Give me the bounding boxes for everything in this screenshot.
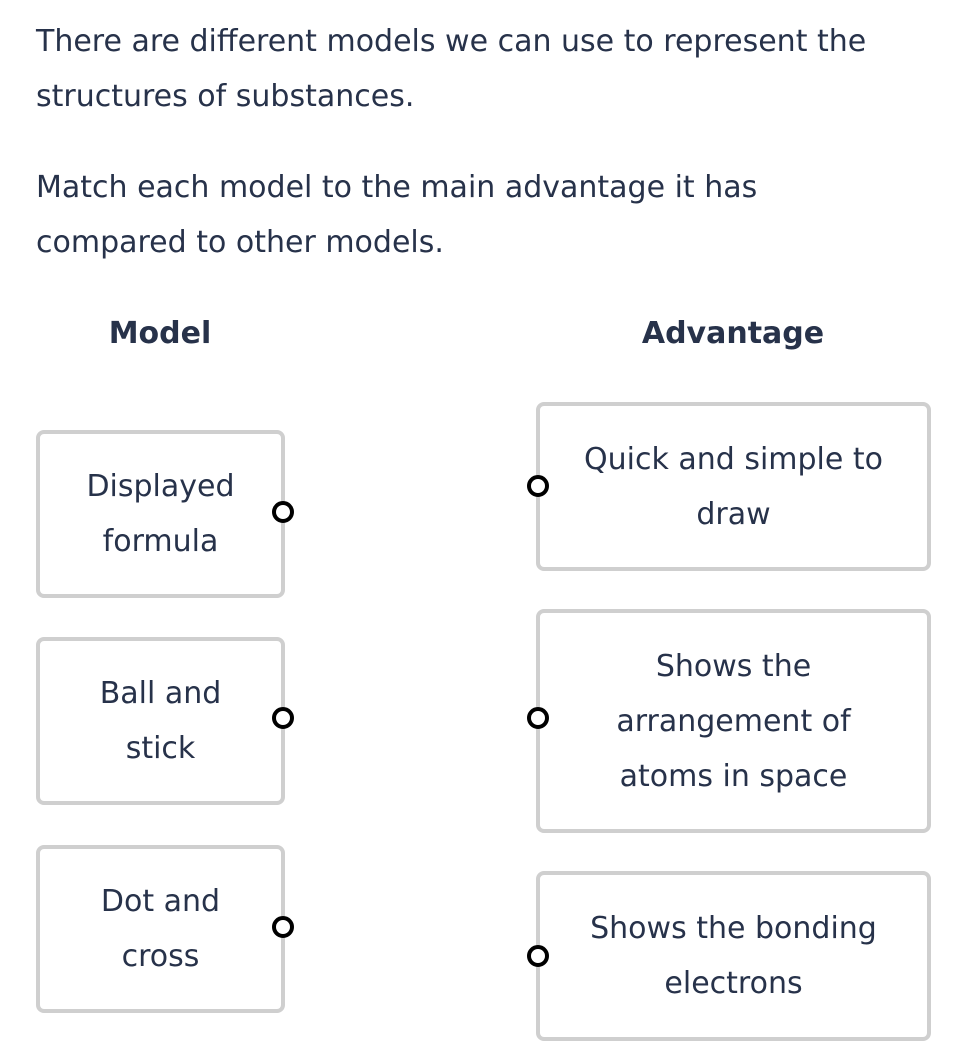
advantage-card-arrangement[interactable] [536,609,931,833]
intro-text-1: There are different models we can use to represent the structures of substances. [36,24,867,114]
intro-text-2: Match each model to the main advantage it has compared to other models. [36,170,758,260]
model-label: Ball and stick [99,676,222,766]
advantage-card-quick-simple[interactable] [536,402,931,571]
model-connector-dot[interactable] [272,707,294,729]
model-connector-dot[interactable] [272,501,294,523]
model-label: Dot and cross [100,884,221,974]
model-card-displayed-formula[interactable] [36,430,285,598]
advantage-card-bonding-electrons[interactable] [536,871,931,1041]
model-connector-dot[interactable] [272,916,294,938]
advantage-connector-dot[interactable] [527,945,549,967]
model-column-header: Model [108,316,212,351]
model-card-dot-and-cross[interactable] [36,845,285,1013]
advantage-label: Shows the bonding electrons [590,911,877,1001]
model-card-ball-and-stick[interactable] [36,637,285,805]
advantage-connector-dot[interactable] [527,707,549,729]
advantage-connector-dot[interactable] [527,475,549,497]
advantage-label: Quick and simple to draw [583,441,884,532]
model-label: Displayed formula [86,469,235,559]
advantage-column-header: Advantage [641,316,825,351]
advantage-label: Shows the arrangement of atoms in space [616,648,851,794]
